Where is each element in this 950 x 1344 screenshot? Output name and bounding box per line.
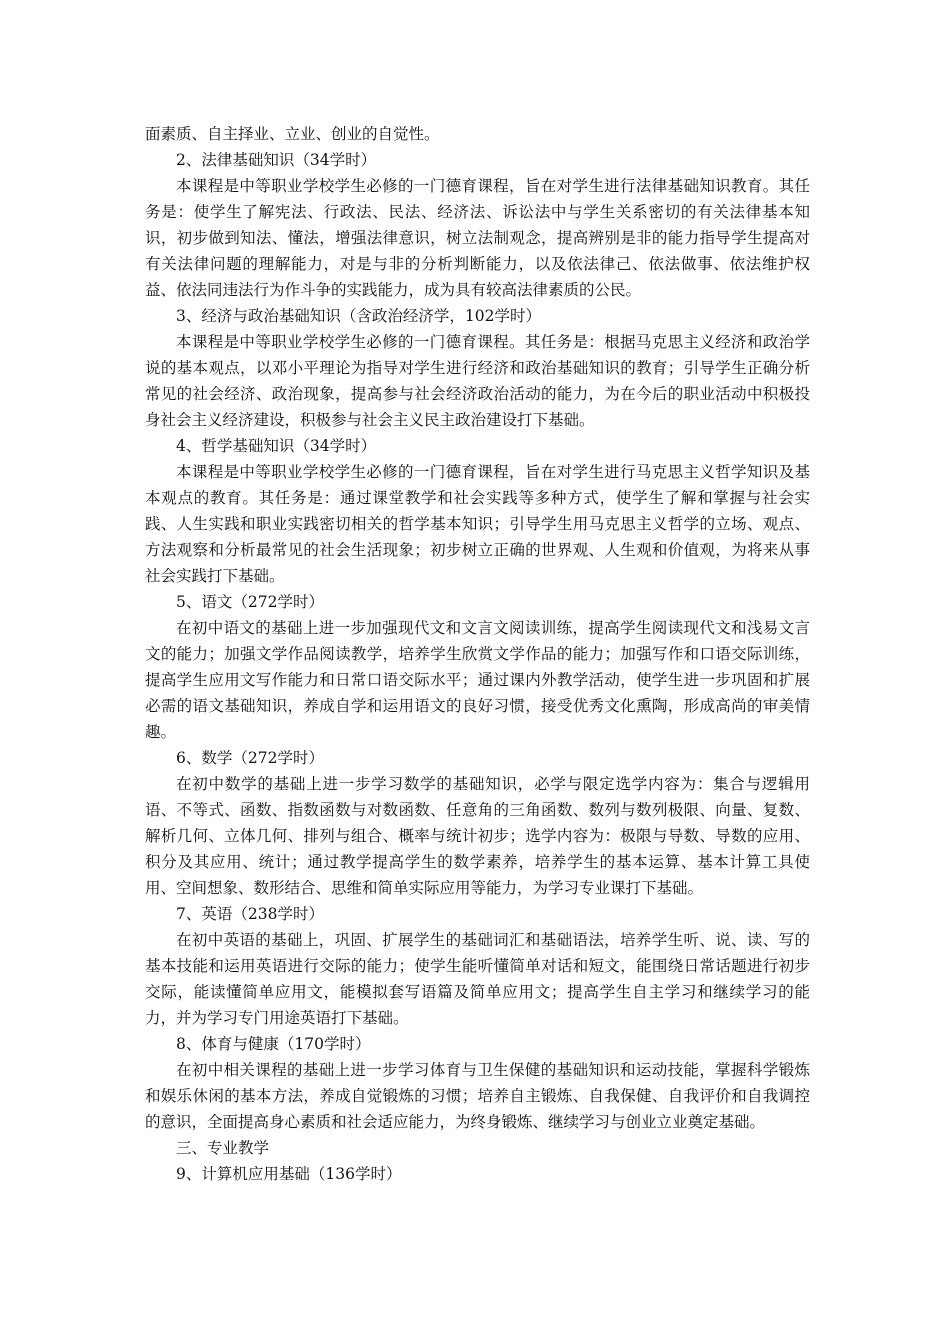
paragraph-chinese: 在初中语文的基础上进一步加强现代文和文言文阅读训练，提高学生阅读现代文和浅易文言文的能力；加强文学作品阅读教学，培养学生欣赏文学作品的能力；加强写作和口语交际训练，提高学生应用文写作能力和日常口语交际水平；通过课内外教学活动，使学生进一步巩固和扩展必需的语文基础知识，养成自学和运用语文的良好习惯，接受优秀文化熏陶，形成高尚的审美情趣。 <box>145 619 810 741</box>
paragraph-economics-politics: 本课程是中等职业学校学生必修的一门德育课程。其任务是：根据马克思主义经济和政治学说的基本观点，以邓小平理论为指导对学生进行经济和政治基础知识的教育；引导学生正确分析常见的社会经济、政治现象，提高参与社会经济政治活动的能力，为在今后的职业活动中积极投身社会主义经济建设，积极参与社会主义民主政治建设打下基础。 <box>145 333 810 429</box>
heading-philosophy: 4、哲学基础知识（34学时） <box>176 437 377 455</box>
heading-pe-health: 8、体育与健康（170学时） <box>176 1035 371 1053</box>
heading-law-basics: 2、法律基础知识（34学时） <box>176 151 377 169</box>
section-heading-professional: 三、专业教学 <box>176 1139 270 1157</box>
paragraph-philosophy: 本课程是中等职业学校学生必修的一门德育课程，旨在对学生进行马克思主义哲学知识及基本观点的教育。其任务是：通过课堂教学和社会实践等多种方式，使学生了解和掌握与社会实践、人生实践和职业实践密切相关的哲学基本知识；引导学生用马克思主义哲学的立场、观点、方法观察和分析最常见的社会生活现象；初步树立正确的世界观、人生观和价值观，为将来从事社会实践打下基础。 <box>145 463 810 585</box>
paragraph-continuation: 面素质、自主择业、立业、创业的自觉性。 <box>145 125 440 143</box>
paragraph-law-basics: 本课程是中等职业学校学生必修的一门德育课程，旨在对学生进行法律基础知识教育。其任务是：使学生了解宪法、行政法、民法、经济法、诉讼法中与学生关系密切的有关法律基本知识，初步做到知法、懂法，增强法律意识，树立法制观念，提高辨别是非的能力指导学生提高对有关法律问题的理解能力，对是与非的分析判断能力，以及依法律己、依法做事、依法维护权益、依法同违法行为作斗争的实践能力，成为具有较高法律素质的公民。 <box>145 177 810 299</box>
heading-english: 7、英语（238学时） <box>176 905 324 923</box>
paragraph-english: 在初中英语的基础上，巩固、扩展学生的基础词汇和基础语法，培养学生听、说、读、写的基本技能和运用英语进行交际的能力；使学生能听懂简单对话和短文，能围绕日常话题进行初步交际，能读懂简单应用文，能模拟套写语篇及简单应用文；提高学生自主学习和继续学习的能力，并为学习专门用途英语打下基础。 <box>145 931 810 1027</box>
paragraph-math: 在初中数学的基础上进一步学习数学的基础知识，必学与限定选学内容为：集合与逻辑用语、不等式、函数、指数函数与对数函数、任意角的三角函数、数列与数列极限、向量、复数、解析几何、立体几何、排列与组合、概率与统计初步；选学内容为：极限与导数、导数的应用、积分及其应用、统计；通过教学提高学生的数学素养，培养学生的基本运算、基本计算工具使用、空间想象、数形结合、思维和简单实际应用等能力，为学习专业课打下基础。 <box>145 775 810 897</box>
document-body <box>145 121 810 1187</box>
heading-computer-basics: 9、计算机应用基础（136学时） <box>176 1165 402 1183</box>
heading-math: 6、数学（272学时） <box>176 749 324 767</box>
paragraph-pe-health: 在初中相关课程的基础上进一步学习体育与卫生保健的基础知识和运动技能，掌握科学锻炼和娱乐休闲的基本方法，养成自觉锻炼的习惯；培养自主锻炼、自我保健、自我评价和自我调控的意识，全面提高身心素质和社会适应能力，为终身锻炼、继续学习与创业立业奠定基础。 <box>145 1061 810 1131</box>
heading-economics-politics: 3、经济与政治基础知识（含政治经济学，102学时） <box>176 307 541 325</box>
heading-chinese: 5、语文（272学时） <box>176 593 324 611</box>
